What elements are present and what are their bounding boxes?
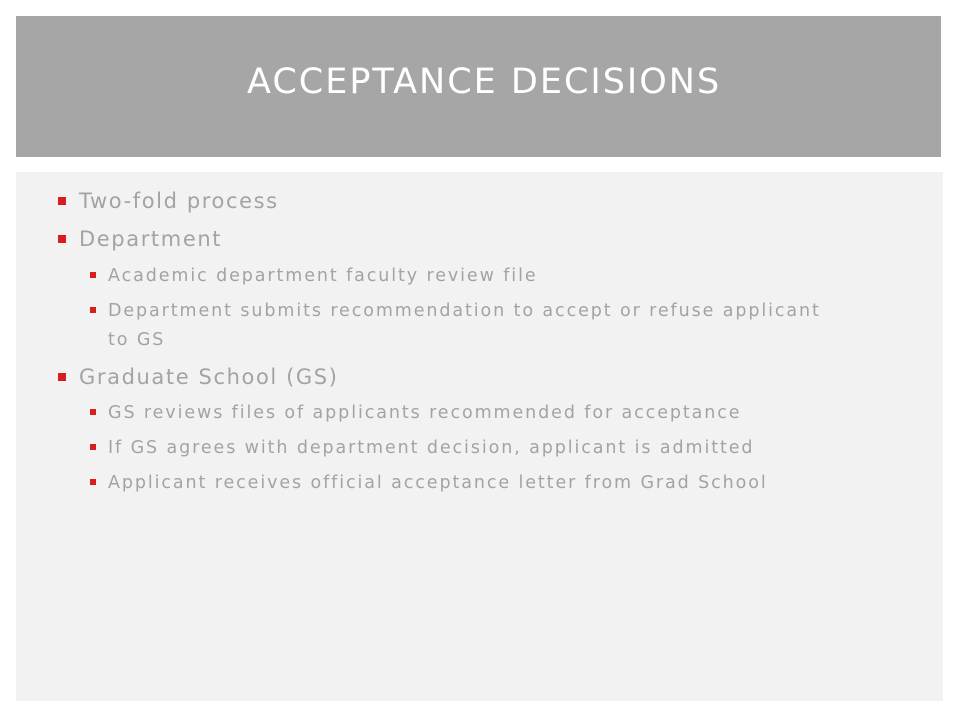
sub-bullet-marker-icon bbox=[90, 409, 96, 415]
sub-bullet-acceptance-letter: Applicant receives official acceptance letter from Grad School bbox=[108, 473, 768, 493]
sub-bullet-faculty-review: Academic department faculty review file bbox=[108, 266, 538, 286]
sub-bullet-recommendation-line2: to GS bbox=[108, 330, 166, 350]
sub-bullet-marker-icon bbox=[90, 307, 96, 313]
bullet-two-fold-process: Two-fold process bbox=[79, 189, 279, 213]
bullet-graduate-school: Graduate School (GS) bbox=[79, 365, 339, 389]
sub-bullet-marker-icon bbox=[90, 272, 96, 278]
sub-bullet-recommendation-line1: Department submits recommendation to accept or refuse applicant bbox=[108, 301, 821, 321]
slide-title: ACCEPTANCE DECISIONS bbox=[247, 62, 722, 102]
bullet-marker-icon bbox=[58, 235, 66, 243]
bullet-department: Department bbox=[79, 227, 223, 251]
bullet-marker-icon bbox=[58, 373, 66, 381]
sub-bullet-marker-icon bbox=[90, 479, 96, 485]
bullet-marker-icon bbox=[58, 197, 66, 205]
sub-bullet-gs-agrees: If GS agrees with department decision, applicant is admitted bbox=[108, 438, 755, 458]
sub-bullet-marker-icon bbox=[90, 444, 96, 450]
sub-bullet-gs-reviews: GS reviews files of applicants recommended for acceptance bbox=[108, 403, 742, 423]
